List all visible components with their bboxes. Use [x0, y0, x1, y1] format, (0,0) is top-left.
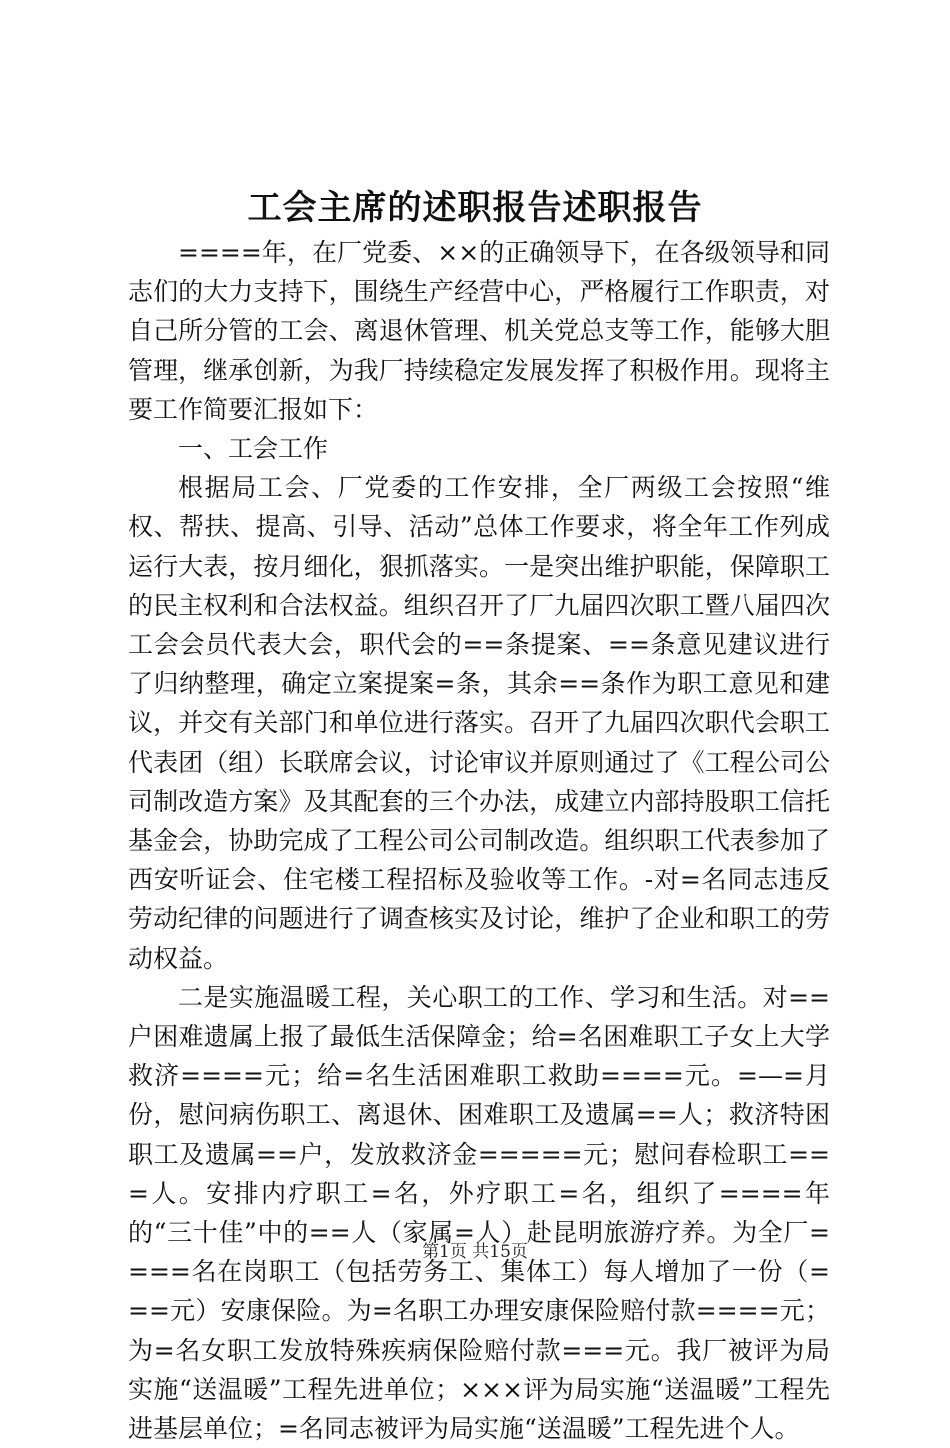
page-total: 共15页 [472, 1242, 528, 1262]
page-number: 第1页 [422, 1242, 467, 1262]
page-footer [0, 1240, 950, 1264]
paragraph-warmth-project: 二是实施温暖工程，关心职工的工作、学习和生活。对==户困难遗属上报了最低生活保障金；给=名困难职工子女上大学救济====元；给=名生活困难职工救助====元。=—=月份，慰问病伤职工、离退休、困难职工及遗属==人；救济特困职工及遗属==户，发放救济金=====元；慰问春检职工===人。安排内疗职工=名，外疗职工=名，组织了====年的“三十佳”中的==人（家属=人）赴昆明旅游疗养。为全厂====名在岗职工（包括劳务工、集体工）每人增加了一份（===元）安康保险。为=名职工办理安康保险赔付款====元；为=名女职工发放特殊疾病保险赔付款===元。我厂被评为局实施“送温暖”工程先进单位；×××评为局实施“送温暖”工程先进基层单位；=名同志被评为局实施“送温暖”工程先进个人。 [128, 982, 830, 1444]
document-body [128, 233, 830, 1448]
document-title: 工会主席的述职报告述职报告 [247, 188, 703, 228]
paragraph-intro: ====年，在厂党委、××的正确领导下，在各级领导和同志们的大力支持下，围绕生产经营中心，严格履行工作职责，对自己所分管的工会、离退休管理、机关党总支等工作，能够大胆管理，继承创新，为我厂持续稳定发展发挥了积极作用。现将主要工作简要汇报如下： [128, 238, 830, 424]
section-heading-union-work: 一、工会工作 [178, 434, 329, 464]
paragraph-rights-protection: 根据局工会、厂党委的工作安排，全厂两级工会按照“维权、帮扶、提高、引导、活动”总体工作要求，将全年工作列成运行大表，按月细化，狠抓落实。一是突出维护职能，保障职工的民主权利和合法权益。组织召开了厂九届四次职工暨八届四次工会会员代表大会，职代会的==条提案、==条意见建议进行了归纳整理，确定立案提案=条，其余==条作为职工意见和建议，并交有关部门和单位进行落实。召开了九届四次职代会职工代表团（组）长联席会议，讨论审议并原则通过了《工程公司公司制改造方案》及其配套的三个办法，成建立内部持股职工信托基金会，协助完成了工程公司公司制改造。组织职工代表参加了西安听证会、住宅楼工程招标及验收等工作。-对=名同志违反劳动纪律的问题进行了调查核实及讨论，维护了企业和职工的劳动权益。 [128, 473, 830, 973]
